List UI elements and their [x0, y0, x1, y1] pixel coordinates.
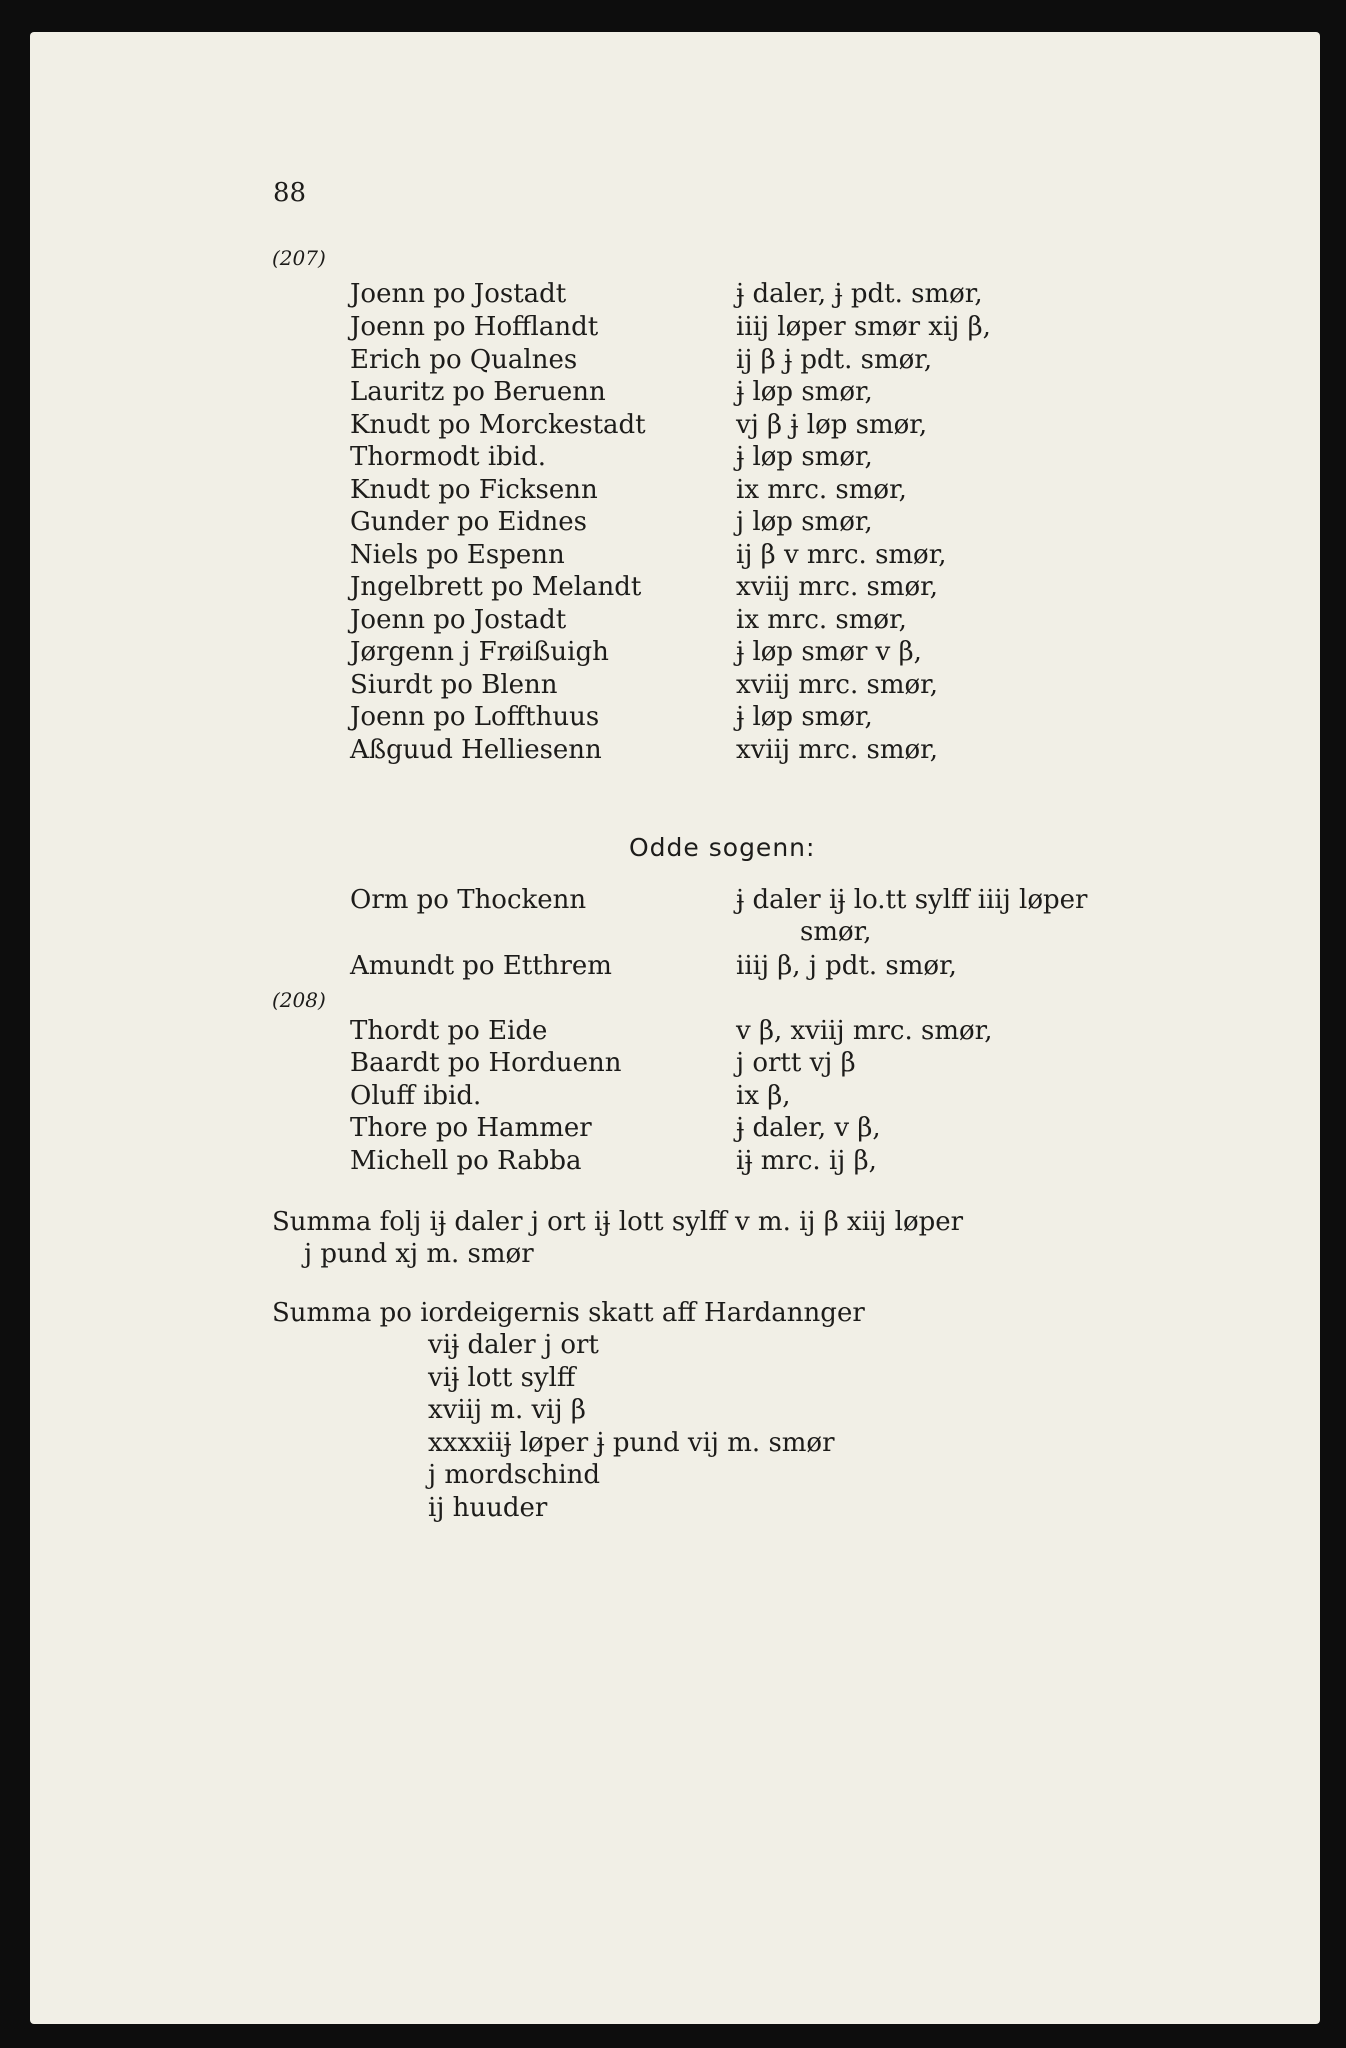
entry-name: Orm po Thockenn	[350, 885, 587, 915]
entry-value: xviij mrc. smør,	[736, 735, 938, 765]
summa-item: viɉ daler j ort	[428, 1330, 599, 1360]
entry-value: j løp smør,	[736, 507, 873, 537]
page-number: 88	[273, 178, 307, 208]
entry-name: Michell po Rabba	[350, 1146, 582, 1176]
entry-value: iiij løper smør xij β,	[736, 312, 991, 342]
entry-value-continuation: smør,	[800, 917, 872, 947]
entry-name: Joenn po Hofflandt	[350, 312, 599, 342]
entry-name: Erich po Qualnes	[350, 345, 578, 375]
entry-value: ɉ daler iɉ lo.tt sylff iiij løper	[736, 885, 1088, 915]
entry-value: ɉ løp smør v β,	[736, 637, 922, 667]
entry-name: Siurdt po Blenn	[350, 670, 558, 700]
entry-value: ix mrc. smør,	[736, 605, 907, 635]
entry-name: Joenn po Loffthuus	[350, 702, 600, 732]
entry-name: Aßguud Helliesenn	[350, 735, 602, 765]
summa-item: viɉ lott sylff	[428, 1363, 576, 1393]
entry-value: ij β ɉ pdt. smør,	[736, 345, 933, 375]
summa-item: j mordschind	[428, 1460, 601, 1490]
entry-value: ɉ løp smør,	[736, 377, 873, 407]
entry-value: v β, xviij mrc. smør,	[736, 1016, 993, 1046]
margin-ref-207: (207)	[272, 246, 326, 270]
summa-item: xxxxiiɉ løper ɉ pund vij m. smør	[428, 1428, 835, 1458]
entry-value: ɉ daler, ɉ pdt. smør,	[736, 279, 983, 309]
section-heading: Odde sogenn:	[629, 833, 816, 862]
entry-name: Jngelbrett po Melandt	[350, 572, 642, 602]
entry-name: Baardt po Horduenn	[350, 1048, 622, 1078]
entry-value: ɉ daler, v β,	[736, 1113, 881, 1143]
summa-title: Summa po iordeigernis skatt aff Hardannger	[272, 1298, 865, 1328]
entry-value: vj β ɉ løp smør,	[736, 410, 928, 440]
entry-value: j ortt vj β	[736, 1048, 856, 1078]
entry-name: Gunder po Eidnes	[350, 507, 587, 537]
summa-item: xviij m. vij β	[428, 1395, 586, 1425]
entry-name: Amundt po Etthrem	[350, 951, 612, 981]
entry-name: Oluff ibid.	[350, 1081, 482, 1111]
entry-name: Niels po Espenn	[350, 540, 565, 570]
entry-value: ɉ løp smør,	[736, 442, 873, 472]
entry-value: iiij β, j pdt. smør,	[736, 951, 957, 981]
summa-line-continuation: j pund xj m. smør	[304, 1239, 534, 1269]
entry-name: Joenn po Jostadt	[350, 279, 567, 309]
margin-ref-208: (208)	[272, 988, 326, 1012]
summa-line: Summa folj iɉ daler j ort iɉ lott sylff v m. ij β xiij løper	[272, 1207, 964, 1237]
entry-value: xviij mrc. smør,	[736, 670, 938, 700]
summa-item: ij huuder	[428, 1493, 548, 1523]
entry-name: Lauritz po Beruenn	[350, 377, 606, 407]
entry-value: iɉ mrc. ij β,	[736, 1146, 877, 1176]
entry-value: ix mrc. smør,	[736, 475, 907, 505]
entry-value: ij β v mrc. smør,	[736, 540, 947, 570]
entry-name: Jørgenn j Frøißuigh	[350, 637, 609, 667]
page	[30, 32, 1320, 2024]
entry-value: xviij mrc. smør,	[736, 572, 938, 602]
entry-name: Thore po Hammer	[350, 1113, 592, 1143]
entry-value: ix β,	[736, 1081, 791, 1111]
entry-name: Knudt po Morckestadt	[350, 410, 646, 440]
entry-value: ɉ løp smør,	[736, 702, 873, 732]
entry-name: Thormodt ibid.	[350, 442, 547, 472]
entry-name: Joenn po Jostadt	[350, 605, 567, 635]
entry-name: Knudt po Ficksenn	[350, 475, 598, 505]
entry-name: Thordt po Eide	[350, 1016, 548, 1046]
